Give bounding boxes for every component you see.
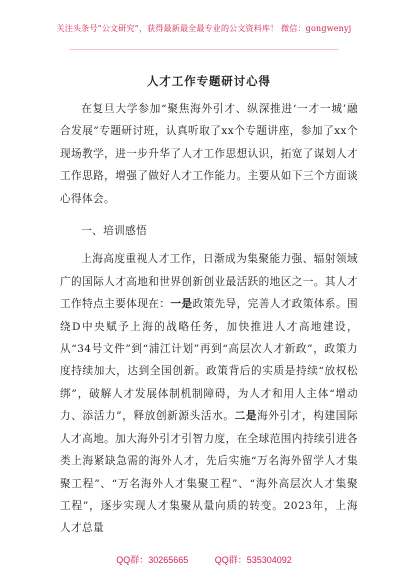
- bold-marker-first: 一是: [170, 298, 193, 311]
- header-banner: [0, 0, 408, 56]
- bold-marker-second: 二是: [234, 410, 258, 423]
- paragraph-text: 海外引才，构建国际人才高地。加大海外引才引智力度，在全球范围内持续引进各类上海紧缺急需的海外人才，先后实施“万名海外留学人才集聚工程”、“万名海外人才集聚工程”、“海外高层次人才集聚工程”，逐步实现人才集聚从量向质的转变。2023年，上海人才总量: [60, 410, 358, 535]
- footer-qq-group-2: QQ群：535304092: [214, 555, 292, 565]
- document-title: 人才工作专题研讨心得: [147, 74, 271, 88]
- document-body: [60, 56, 358, 540]
- footer: [0, 553, 408, 566]
- paragraph-text: 上海高度重视人才工作，日渐成为集聚能力强、辐射领域广的国际人才高地和世界创新创业最活跃的地区之一。其人才工作特点主要体现在：: [60, 253, 358, 311]
- footer-qq-group-1: QQ群：30265665: [116, 555, 189, 565]
- section-heading: 一、培训感悟: [81, 225, 148, 238]
- banner-divider: [70, 49, 338, 50]
- body-paragraph: [60, 248, 358, 539]
- intro-paragraph: 在复旦大学参加“聚焦海外引才、纵深推进‘一才一城’融合发展”专题研讨班，认真听取了xx个专题讲座，参加了xx个现场教学，进一步升华了人才工作思想认识，拓宽了谋划人才工作思路，增强了做好人才工作能力。主要从如下三个方面谈心得体会。: [60, 103, 358, 205]
- paragraph-text: 政策先导，完善人才政策体系。围绕D中央赋予上海的战略任务，加快推进人才高地建设，从“34号文件”到“浦江计划”再到“高层次人才新政”，政策力度持续加大，达到全国创新。政策背后的实质是持续“放权松绑”，破解人才发展体制机制障碍，为人才和用人主体“增动力、添活力”，释放创新源头活水。: [60, 298, 358, 423]
- banner-text: 关注头条号“公文研究”，获得最新最全最专业的公文资料库！ 微信：gongwenyj: [56, 23, 352, 33]
